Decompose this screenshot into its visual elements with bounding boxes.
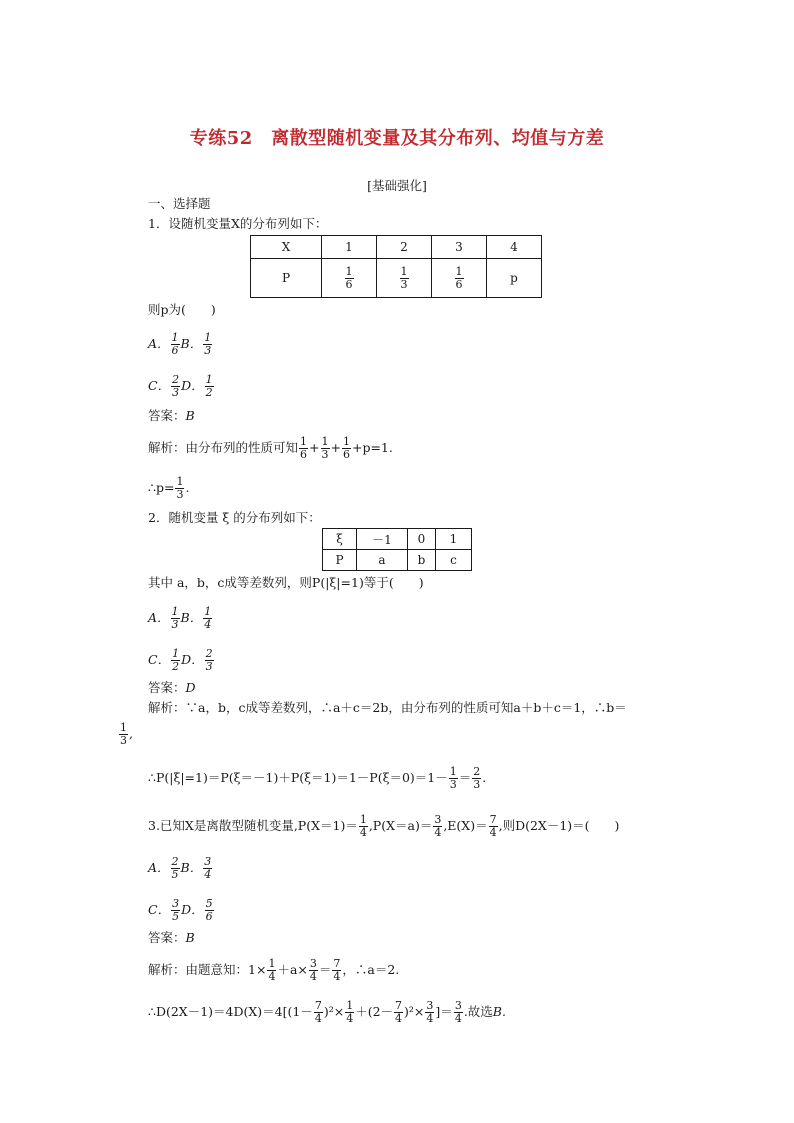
q2-solution-2: ∴P(|ξ|=1)＝P(ξ＝－1)＋P(ξ＝1)＝1－P(ξ＝0)＝1－ $\frac{1}{3}$ ＝ $\frac{2}{3}$ .: [148, 765, 487, 791]
q1-options-cd: C． $\frac{2}{3}$ D． $\frac{1}{2}$: [148, 373, 213, 399]
table-cell: $\frac{1}{3}$: [377, 259, 432, 298]
q2-distribution-table: [322, 528, 472, 571]
q3-stem: 3.已知X是离散型随机变量,P(X＝1)＝ $\frac{1}{4}$ ,P(X＝a)＝ $\frac{3}{4}$ ,E(X)＝ $\frac{7}{4}$ ,则D(2X－1)＝( ): [148, 813, 620, 839]
q1-answer: 答案：B: [148, 408, 195, 423]
table-cell: a: [357, 550, 408, 571]
table-cell: p: [487, 259, 542, 298]
table-cell: P: [323, 550, 357, 571]
q3-solution-1: 解析：由题意知：1× $\frac{1}{4}$ ＋a× $\frac{3}{4}$ ＝ $\frac{7}{4}$ ，∴a＝2.: [148, 957, 400, 983]
q2-options-ab: A． $\frac{1}{3}$ B． $\frac{1}{4}$: [148, 605, 212, 631]
table-cell: P: [251, 259, 322, 298]
q3-solution-2: ∴D(2X－1)＝4D(X)＝4[(1－ $\frac{7}{4}$ )²× $\frac{1}{4}$ ＋(2－ $\frac{7}{4}$ )²× $\frac{3}{4}$ ]＝ $\frac{3}{4}$ .故选B.: [148, 999, 506, 1025]
table-cell: －1: [357, 529, 408, 550]
table-cell: 2: [377, 236, 432, 259]
q2-solution-1-cont: $\frac{1}{3}$ ,: [120, 721, 133, 747]
table-cell: 1: [436, 529, 472, 550]
table-cell: $\frac{1}{6}$: [432, 259, 487, 298]
part-heading: 一、选择题: [148, 196, 211, 211]
q2-ask: 其中 a，b，c成等差数列，则P(|ξ|=1)等于( ): [148, 575, 424, 590]
table-cell: 4: [487, 236, 542, 259]
q1-solution-1: 解析：由分布列的性质可知 $\frac{1}{6}$ + $\frac{1}{3}$ + $\frac{1}{6}$ +p=1.: [148, 435, 393, 461]
q3-answer: 答案：B: [148, 930, 195, 945]
table-cell: ξ: [323, 529, 357, 550]
q1-distribution-table: [250, 235, 542, 298]
q1-options-ab: A． $\frac{1}{6}$ B． $\frac{1}{3}$: [148, 331, 212, 357]
table-cell: c: [436, 550, 472, 571]
q3-options-cd: C． $\frac{3}{5}$ D． $\frac{5}{6}$: [148, 897, 213, 923]
section-label: [基础强化]: [367, 178, 427, 193]
q3-options-ab: A． $\frac{2}{5}$ B． $\frac{3}{4}$: [148, 855, 212, 881]
q2-options-cd: C． $\frac{1}{2}$ D． $\frac{2}{3}$: [148, 647, 213, 673]
table-cell: 3: [432, 236, 487, 259]
table-cell: $\frac{1}{6}$: [322, 259, 377, 298]
table-cell: 1: [322, 236, 377, 259]
q2-stem: 2．随机变量 ξ 的分布列如下：: [148, 510, 321, 525]
table-cell: b: [408, 550, 436, 571]
q1-ask: 则p为( ): [148, 302, 216, 317]
table-cell: X: [251, 236, 322, 259]
q2-solution-1: 解析：∵a，b，c成等差数列，∴a＋c＝2b，由分布列的性质可知a＋b＋c＝1，∴b＝: [148, 700, 627, 715]
q1-stem: 1．设随机变量X的分布列如下：: [148, 216, 328, 231]
q2-answer: 答案：D: [148, 680, 196, 695]
table-cell: 0: [408, 529, 436, 550]
q1-solution-2: ∴p= $\frac{1}{3}$ .: [148, 475, 190, 501]
page-title: 专练52 离散型随机变量及其分布列、均值与方差: [189, 128, 605, 149]
